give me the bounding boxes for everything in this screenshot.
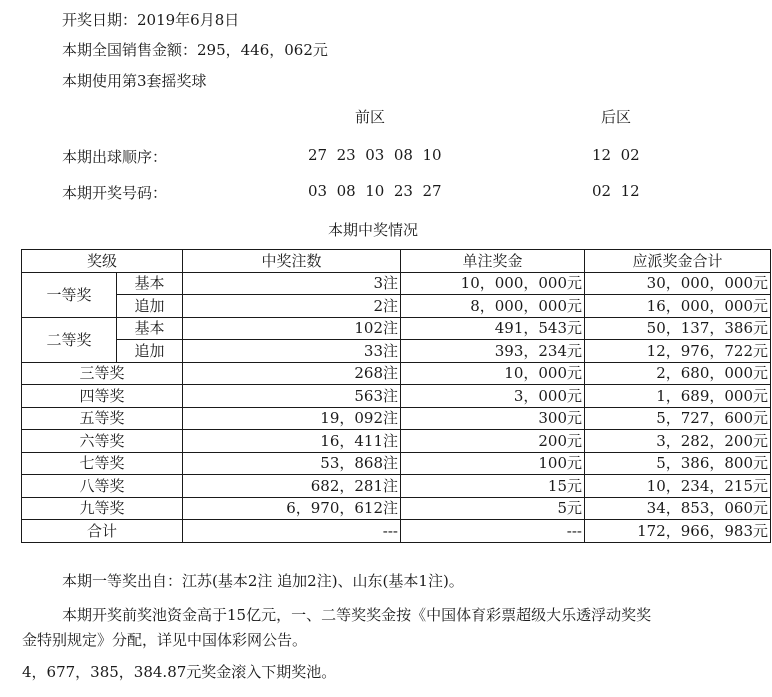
table-row: [22, 452, 771, 475]
table-row: [22, 340, 771, 363]
total-cell: 1，689，000元: [585, 385, 771, 408]
total-cell: 2，680，000元: [585, 362, 771, 385]
count-cell: 53，868注: [183, 452, 401, 475]
header-prize: 单注奖金: [401, 250, 585, 273]
total-row: [22, 520, 771, 543]
count-cell: 2注: [183, 295, 401, 318]
total-cell: 3，282，200元: [585, 430, 771, 453]
type-cell: 基本: [117, 317, 183, 340]
total-cell: 10，234，215元: [585, 475, 771, 498]
prize-cell: 15元: [401, 475, 585, 498]
total-label: 合计: [22, 520, 183, 543]
table-row: [22, 272, 771, 295]
type-cell: 基本: [117, 272, 183, 295]
total-cell: 50，137，386元: [585, 317, 771, 340]
winning-numbers-label: 本期开奖号码：: [62, 184, 168, 202]
count-cell: 563注: [183, 385, 401, 408]
table-row: [22, 362, 771, 385]
draw-order-back: 12 02: [592, 146, 640, 164]
level-cell: 九等奖: [22, 497, 183, 520]
level-cell: 五等奖: [22, 407, 183, 430]
prize-cell: 3，000元: [401, 385, 585, 408]
table-row: [22, 385, 771, 408]
level-cell: 二等奖: [22, 317, 117, 362]
prize-cell: 100元: [401, 452, 585, 475]
header-level: 奖级: [22, 250, 183, 273]
first-prize-origin: 本期一等奖出自：江苏(基本2注 追加2注)、山东(基本1注)。: [62, 572, 464, 590]
table-row: [22, 407, 771, 430]
back-zone-label: 后区: [601, 108, 632, 126]
level-cell: 八等奖: [22, 475, 183, 498]
winning-numbers-back: 02 12: [592, 182, 640, 200]
table-title: 本期中奖情况: [328, 221, 419, 239]
table-row: [22, 430, 771, 453]
table-header-row: [22, 250, 771, 273]
front-zone-label: 前区: [355, 108, 386, 126]
count-cell: 16，411注: [183, 430, 401, 453]
sales-amount: 本期全国销售金额：295，446，062元: [62, 41, 328, 59]
count-cell: 268注: [183, 362, 401, 385]
total-cell: 5，727，600元: [585, 407, 771, 430]
total-count: ---: [183, 520, 401, 543]
prize-cell: 393，234元: [401, 340, 585, 363]
draw-order-label: 本期出球顺序：: [62, 148, 168, 166]
header-count: 中奖注数: [183, 250, 401, 273]
total-cell: 16，000，000元: [585, 295, 771, 318]
type-cell: 追加: [117, 340, 183, 363]
pool-note-line2: 金特别规定》分配，详见中国体彩网公告。: [22, 631, 308, 649]
level-cell: 七等奖: [22, 452, 183, 475]
rollover-amount: 4，677，385，384.87元奖金滚入下期奖池。: [22, 663, 337, 681]
total-cell: 34，853，060元: [585, 497, 771, 520]
header-total: 应派奖金合计: [585, 250, 771, 273]
table-row: [22, 497, 771, 520]
level-cell: 一等奖: [22, 272, 117, 317]
grand-total: 172，966，983元: [585, 520, 771, 543]
table-row: [22, 317, 771, 340]
pool-note-line1: 本期开奖前奖池资金高于15亿元，一、二等奖奖金按《中国体育彩票超级大乐透浮动奖奖: [62, 606, 652, 624]
winning-numbers-front: 03 08 10 23 27: [308, 182, 442, 200]
prize-table: [21, 249, 771, 543]
total-prize: ---: [401, 520, 585, 543]
count-cell: 3注: [183, 272, 401, 295]
prize-cell: 10，000，000元: [401, 272, 585, 295]
ball-set: 本期使用第3套摇奖球: [62, 72, 207, 90]
count-cell: 33注: [183, 340, 401, 363]
draw-order-front: 27 23 03 08 10: [308, 146, 442, 164]
table-row: [22, 475, 771, 498]
total-cell: 12，976，722元: [585, 340, 771, 363]
draw-date: 开奖日期：2019年6月8日: [62, 11, 240, 29]
level-cell: 三等奖: [22, 362, 183, 385]
count-cell: 682，281注: [183, 475, 401, 498]
prize-cell: 300元: [401, 407, 585, 430]
type-cell: 追加: [117, 295, 183, 318]
total-cell: 5，386，800元: [585, 452, 771, 475]
prize-cell: 200元: [401, 430, 585, 453]
prize-cell: 491，543元: [401, 317, 585, 340]
table-row: [22, 295, 771, 318]
count-cell: 19，092注: [183, 407, 401, 430]
prize-cell: 5元: [401, 497, 585, 520]
level-cell: 四等奖: [22, 385, 183, 408]
count-cell: 6，970，612注: [183, 497, 401, 520]
prize-cell: 8，000，000元: [401, 295, 585, 318]
level-cell: 六等奖: [22, 430, 183, 453]
total-cell: 30，000，000元: [585, 272, 771, 295]
count-cell: 102注: [183, 317, 401, 340]
prize-cell: 10，000元: [401, 362, 585, 385]
